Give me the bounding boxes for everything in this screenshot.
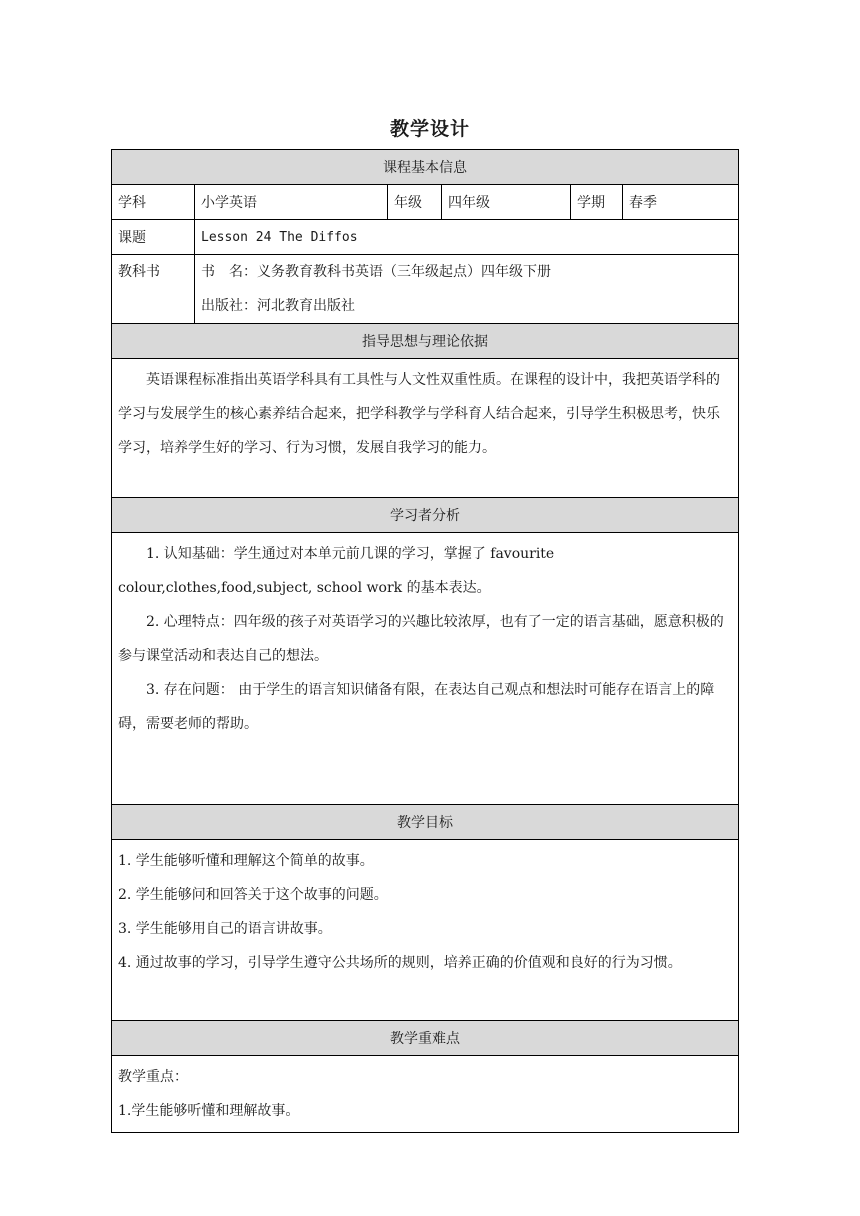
learner-item-1b: colour,clothes,food,subject, school work 的基本表达。 bbox=[118, 580, 491, 596]
objective-item: 3. 学生能够用自己的语言讲故事。 bbox=[118, 921, 332, 937]
grade-value: 四年级 bbox=[442, 185, 571, 220]
page-title: 教学设计 bbox=[389, 118, 470, 140]
grade-label: 年级 bbox=[388, 185, 442, 220]
topic-value: Lesson 24 The Diffos bbox=[195, 220, 739, 255]
book-name: 书 名：义务教育教科书英语（三年级起点）四年级下册 bbox=[201, 264, 551, 280]
term-label: 学期 bbox=[571, 185, 623, 220]
section-header-basic-info: 课程基本信息 bbox=[112, 150, 739, 185]
key-point-item: 1.学生能够听懂和理解故事。 bbox=[118, 1103, 300, 1119]
key-points-body bbox=[112, 1056, 739, 1133]
lesson-plan-table bbox=[111, 149, 739, 1133]
section-header-guiding: 指导思想与理论依据 bbox=[112, 324, 739, 359]
objectives-body bbox=[112, 840, 739, 1021]
textbook-label bbox=[112, 255, 195, 324]
section-header-learner: 学习者分析 bbox=[112, 498, 739, 533]
guiding-body bbox=[112, 359, 739, 498]
section-header-objectives: 教学目标 bbox=[112, 805, 739, 840]
subject-label: 学科 bbox=[112, 185, 195, 220]
textbook-info bbox=[195, 255, 739, 324]
topic-label: 课题 bbox=[112, 220, 195, 255]
key-points-label: 教学重点： bbox=[118, 1069, 188, 1085]
section-header-key-points: 教学重难点 bbox=[112, 1021, 739, 1056]
learner-item-1a: 1. 认知基础：学生通过对本单元前几课的学习，掌握了 favourite bbox=[146, 546, 555, 562]
textbook-label-text: 教科书 bbox=[118, 264, 160, 280]
learner-item-2: 2. 心理特点：四年级的孩子对英语学习的兴趣比较浓厚，也有了一定的语言基础，愿意积极的参与课堂活动和表达自己的想法。 bbox=[118, 614, 724, 664]
learner-item-3: 3. 存在问题： 由于学生的语言知识储备有限，在表达自己观点和想法时可能存在语言上的障碍，需要老师的帮助。 bbox=[118, 682, 715, 732]
objective-item: 4. 通过故事的学习，引导学生遵守公共场所的规则，培养正确的价值观和良好的行为习惯。 bbox=[118, 955, 682, 971]
objective-item: 2. 学生能够问和回答关于这个故事的问题。 bbox=[118, 887, 388, 903]
subject-value: 小学英语 bbox=[195, 185, 388, 220]
learner-body bbox=[112, 533, 739, 805]
term-value: 春季 bbox=[623, 185, 739, 220]
guiding-text: 英语课程标准指出英语学科具有工具性与人文性双重性质。在课程的设计中，我把英语学科的学习与发展学生的核心素养结合起来，把学科教学与学科育人结合起来，引导学生积极思考，快乐学习，培养学生好的学习、行为习惯，发展自我学习的能力。 bbox=[118, 372, 720, 456]
objective-item: 1. 学生能够听懂和理解这个简单的故事。 bbox=[118, 853, 374, 869]
publisher: 出版社：河北教育出版社 bbox=[201, 298, 355, 314]
